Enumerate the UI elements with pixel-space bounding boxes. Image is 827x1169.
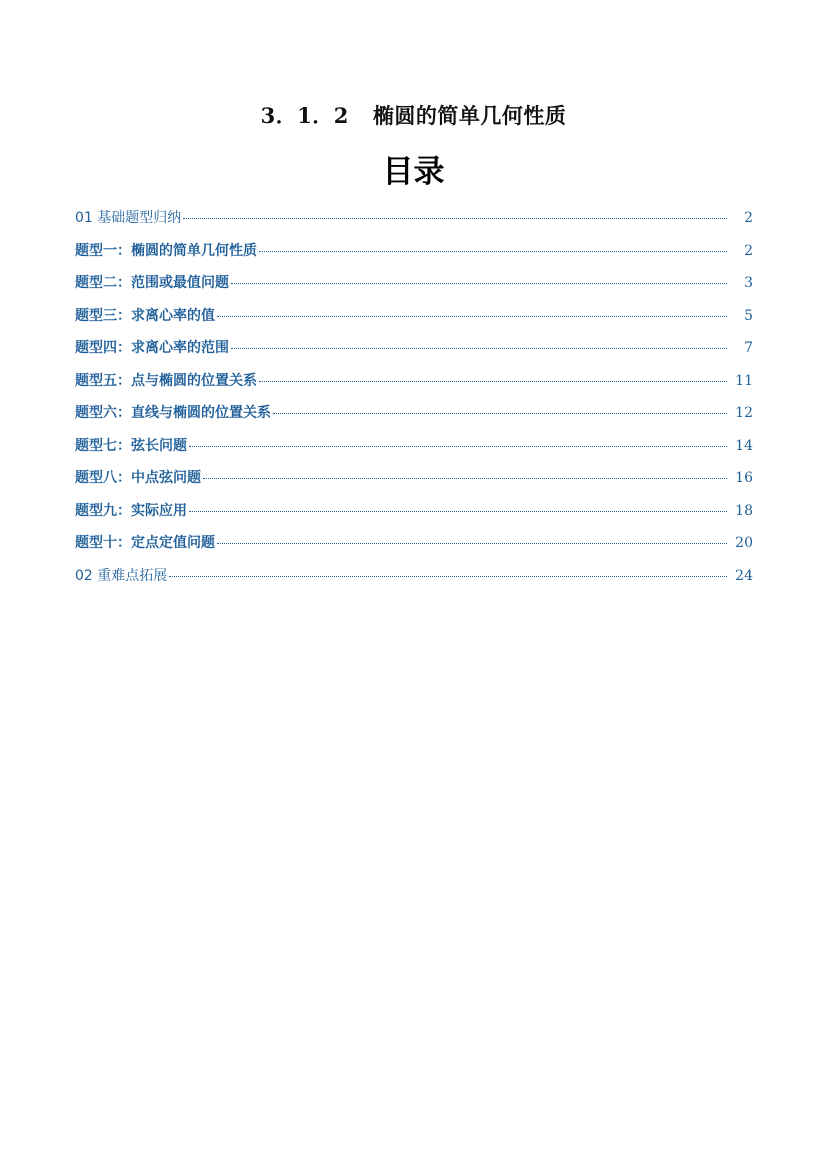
toc-entry-type-7[interactable] [75,435,753,468]
toc-entry-type-8[interactable] [75,467,753,500]
toc-entry-label: 题型九：实际应用 [75,502,187,519]
toc-entry-label: 题型十：定点定值问题 [75,535,215,551]
toc-entry-type-5[interactable] [75,370,753,403]
table-of-contents [75,207,753,597]
toc-leader-dots [259,251,727,252]
toc-entry-page: 16 [735,470,753,486]
document-title [0,100,827,130]
toc-entry-type-2[interactable] [75,272,753,305]
toc-entry-page: 14 [735,437,753,454]
toc-entry-label: 题型三：求离心率的值 [75,307,215,324]
toc-entry-label: 题型八：中点弦问题 [75,470,201,486]
toc-entry-type-4[interactable] [75,337,753,370]
toc-entry-label: 题型七：弦长问题 [75,437,187,454]
toc-entry-page: 20 [735,535,753,551]
toc-entry-type-1[interactable] [75,240,753,273]
toc-entry-label: 02 重难点拓展 [75,567,168,584]
toc-leader-dots [231,348,727,349]
toc-leader-dots [189,446,727,447]
toc-entry-page: 11 [735,372,753,389]
toc-entry-label: 题型五：点与椭圆的位置关系 [75,372,257,389]
toc-entry-type-9[interactable] [75,500,753,533]
toc-entry-page: 7 [744,340,753,356]
toc-leader-dots [189,511,727,512]
toc-entry-page: 3 [744,275,753,291]
toc-entry-page: 12 [735,405,753,421]
toc-entry-page: 2 [744,242,753,259]
toc-entry-page: 18 [735,502,753,519]
toc-leader-dots [217,316,727,317]
toc-leader-dots [203,478,727,479]
toc-entry-page: 2 [744,210,753,226]
toc-leader-dots [217,543,727,544]
toc-entry-extension[interactable] [75,565,753,598]
toc-leader-dots [273,413,727,414]
toc-entry-type-10[interactable] [75,532,753,565]
toc-entry-label: 题型六：直线与椭圆的位置关系 [75,405,271,421]
toc-leader-dots [183,218,727,219]
toc-entry-label: 01 基础题型归纳 [75,210,182,226]
toc-leader-dots [259,381,727,382]
toc-entry-label: 题型一：椭圆的简单几何性质 [75,242,257,259]
toc-entry-type-3[interactable] [75,305,753,338]
toc-entry-page: 24 [735,567,753,584]
section-title: 椭圆的简单几何性质 [372,103,567,128]
toc-entry-label: 题型二：范围或最值问题 [75,275,229,291]
toc-entry-basic-types[interactable] [75,207,753,240]
toc-entry-type-6[interactable] [75,402,753,435]
toc-entry-page: 5 [744,307,753,324]
toc-entry-label: 题型四：求离心率的范围 [75,340,229,356]
toc-leader-dots [231,283,727,284]
section-number: 3．1．2 [260,103,349,128]
toc-heading: 目录 [382,154,445,190]
toc-leader-dots [169,576,727,577]
